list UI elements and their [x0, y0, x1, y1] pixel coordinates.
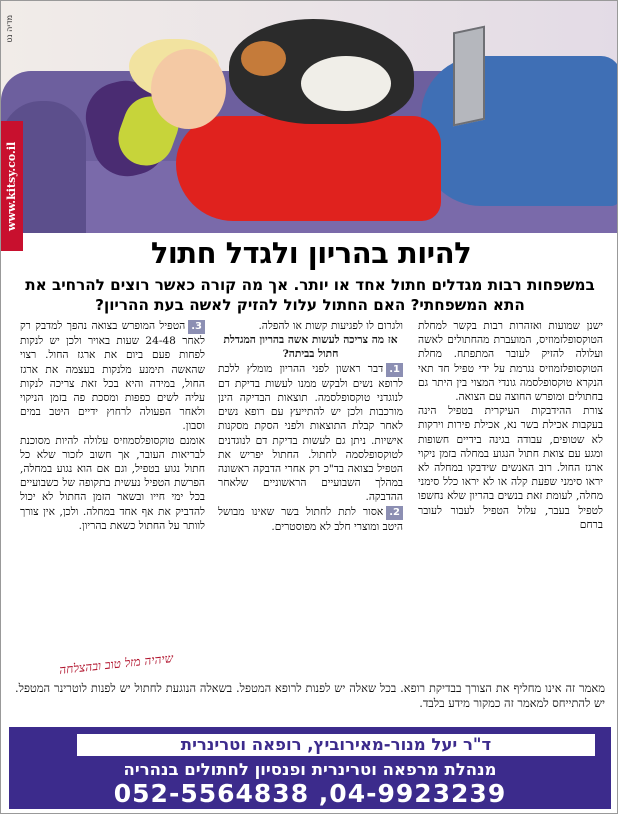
section-question: אז מה צריכה לעשות אשה בהריון המגדלת חתול בביתה? — [223, 334, 398, 361]
paragraph — [218, 505, 403, 534]
handwritten-signature: שיהיה מזל טוב ובהצלחה — [58, 651, 174, 677]
author-footer — [9, 727, 611, 809]
paragraph: צורת ההידבקות העיקרית בטפיל הינה בעקבות אכילת בשר נא, אכילת פירות וירקות לא שטופים, עבודה בגינה בידיים חשופות ומגע עם צואת חתול הנגוע במחלה בזמן ניקוי ארגז החול. רוב האנשים שידבקו במחלה לא יראו סימני שפעת קלה או לא יראו כלל סימני מחלה, לעומת זאת בנשים בהריון שלא נחשפו לטפיל בעבר, עלול הטפיל לעבור לעובר ברחם — [418, 405, 603, 531]
paragraph — [218, 362, 403, 505]
paragraph — [20, 319, 205, 434]
photo-face — [151, 49, 226, 129]
paragraph-text: אסור לתת לחתול בשר שאינו מבושל היטב ומוצרי חלב לא מפוסטרים. — [218, 505, 403, 533]
disclaimer: מאמר זה אינו מחליף את הצורך בבדיקת רופא. בכל שאלה יש לפנות לרופא המטפל. בשאלה הנוגעת לחתול יש לפנות לוטרינר המטפל. יש להתייחס למאמר זה כמקור מידע בלבד. — [15, 681, 605, 710]
author-title: מנהלת מרפאה וטרינרית ופנסיון לחתולים בנהריה — [123, 760, 497, 779]
step-number-badge: 1. — [386, 363, 403, 377]
paragraph: אומנם טוקסופלסמוזיס עלולה להיות מסוכנת לבריאות העובר, אך חשוב לזכור שלא כל חתול נגוע בטפיל, וגם אם הוא נגוע במחלה, הפרשת הטפיל נעשית בתקופה של כשבועיים בכל ימי חייו ובשאר הזמן החתול לא יכול להדביק את אף אחד במחלה. ולכן, אין צורך לוותר על החתול כשאת בהריון. — [20, 434, 205, 532]
step-number-badge: 3. — [188, 320, 205, 334]
paragraph-text: הטפיל המופרש בצואה נהפך למדבק רק לאחר 24-48 שעות באויר ולכן יש לנקות לפחות פעם ביום את ארגז החול. רצוי שהאשה תימנע מלנקות בעצמה את ארגז החול, במידה והיא בכל זאת צריכה לנקות עליה לשים כפפות ומסכת פה בזמן הניקוי ולאחר הפעולה לרחוץ ידיים היטב במים וסבון. — [20, 320, 205, 433]
paragraph: ולגרום לו לפגיעות קשות או להפלה. — [258, 320, 403, 332]
article-subhead: במשפחות רבות מגדלים חתול אחד או יותר. אך מה קורה כאשר רוצים להרחיב את התא המשפחתי? האם החתול עלול להזיק לאשה בעת ההריון? — [25, 276, 595, 314]
photo-jeans — [421, 56, 618, 206]
photo-credit: מדיה נט — [5, 15, 14, 43]
column-right — [418, 319, 603, 677]
photo-cat-white-patch — [301, 56, 391, 111]
column-left — [20, 319, 205, 677]
photo-cat-orange-patch — [241, 41, 286, 76]
contact-phones: 052-5564838 ,04-9923239 — [113, 779, 507, 808]
column-middle — [218, 319, 403, 677]
step-number-badge: 2. — [386, 506, 403, 520]
paragraph: ישנן שמועות ואזהרות רבות בקשר למחלת הטוקסופלזמוזיס, המועברת מהחתולים לאשה ועלולה להזיק לעובר המתפתח. מחלת הטוקסופלזמוזיס נגרמת על ידי טפיל חד תאי הנקרא טוקסופלסמה גונדי המצוי בין היתר גם בחתולים ומופרש החוצה עם הצואה. — [418, 320, 603, 404]
paragraph-text: דבר ראשון לפני ההריון מומלץ ללכת לרופא נשים ולבקש ממנו לעשות בדיקת דם לנוגדני טוקסופלסמה. תוצאות הבדיקה הינן מורכבות ולכן יש להתייעץ עם רופא נשים לאחר קבלת התוצאות ולפני הסקת מסקנות אישיות. ניתן גם לעשות בדיקת דם לנוגדנים לטוקסופלסמה לחתול. החתול יפריש את הטפיל בצואה בד"כ רק אחרי הדבקה ראשונה במהלך השבועיים הראשוניים שלאחר ההדבקה. — [218, 362, 403, 504]
photo-laptop — [453, 26, 485, 127]
photo-red-sweater — [176, 116, 441, 221]
author-name: ד"ר יעל מנור-מאירוביץ, רופאה וטרינרית — [75, 732, 597, 758]
website-url: www.kitsy.co.il — [1, 121, 23, 251]
hero-photo — [1, 1, 618, 233]
article-body — [19, 319, 603, 677]
article-headline: להיות בהריון ולגדל חתול — [150, 236, 472, 270]
